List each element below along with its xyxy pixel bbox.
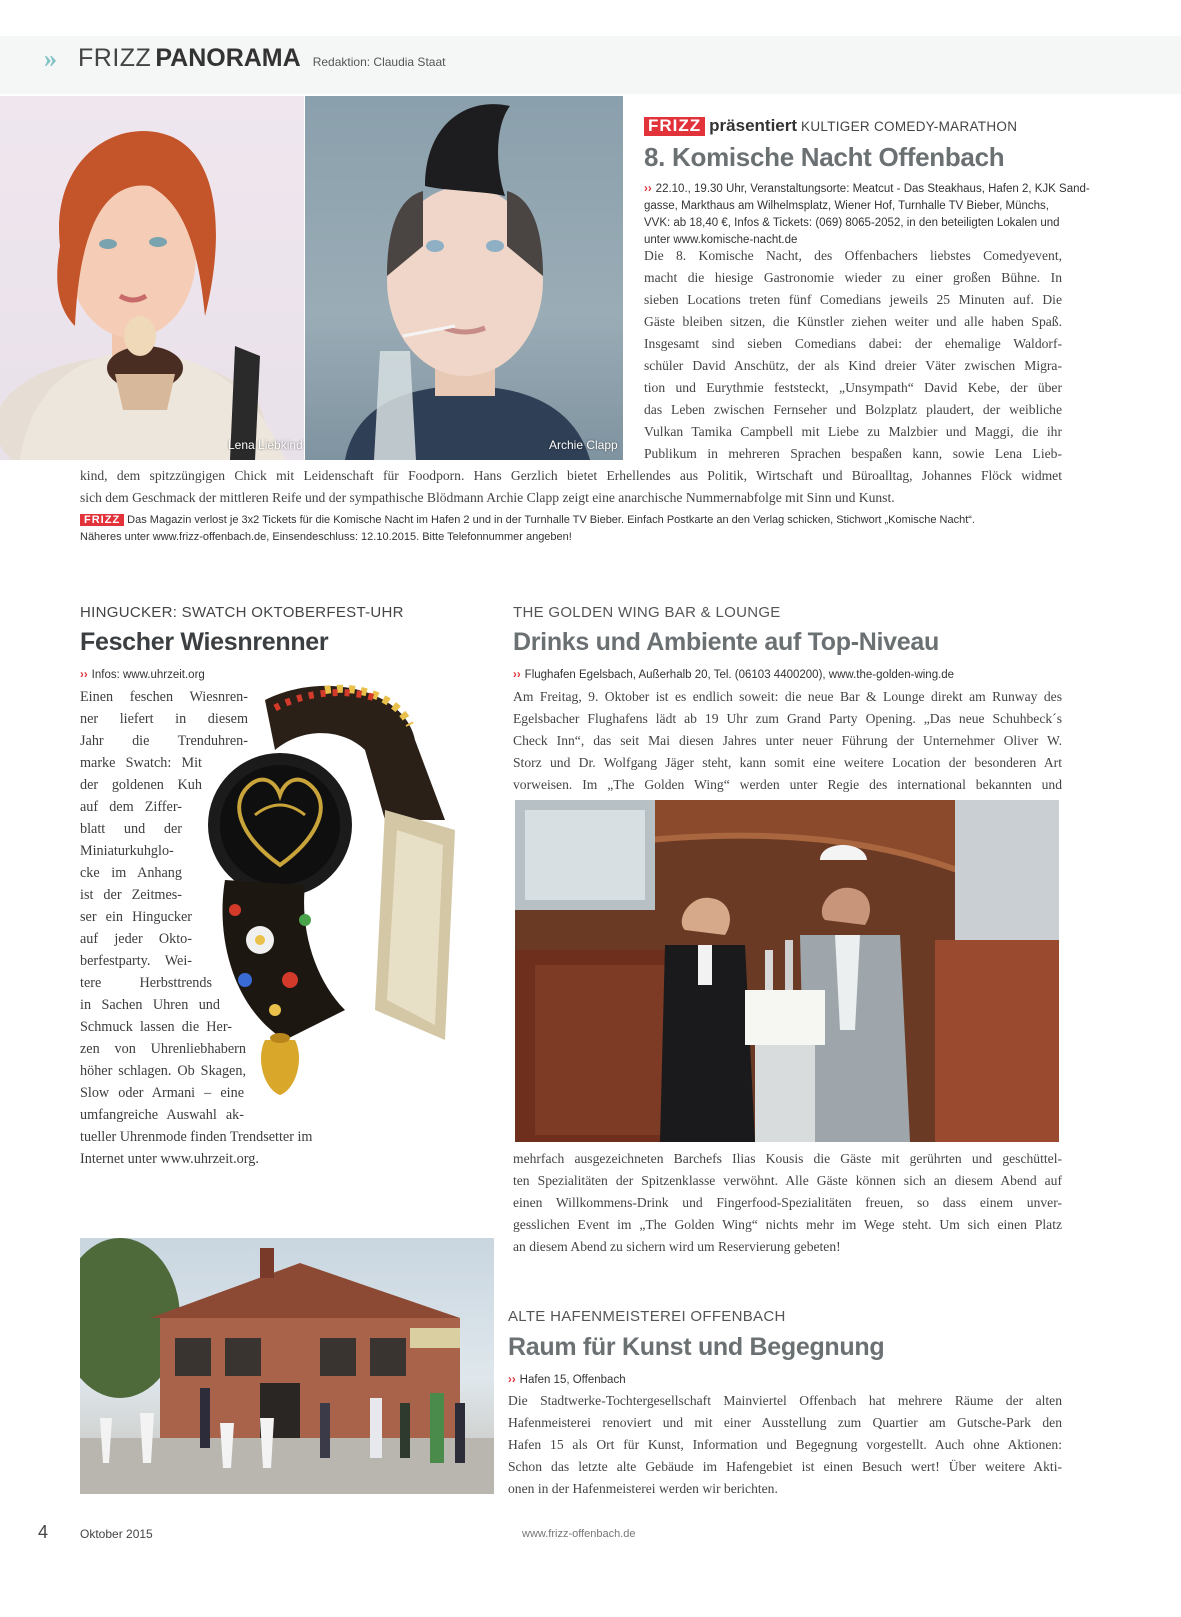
hafen-photo-illustration	[80, 1238, 494, 1494]
comedy-info-line: gasse, Markthaus am Wilhelmsplatz, Wiener Hof, Turnhalle TV Bieber, Münchs,	[644, 200, 1050, 212]
watch-body-line: blatt und der	[80, 821, 182, 837]
golden-body-top	[513, 686, 1062, 796]
hafen-body-line: Hafenmeisterei renoviert und mit einer Ausstellung zum Quartier am Gutsche-Park den	[508, 1415, 1062, 1430]
comedy-kicker-line	[644, 116, 1017, 136]
section-title	[78, 44, 445, 73]
watch-body-mid	[80, 906, 192, 972]
photo-archie-clapp	[305, 96, 623, 460]
watch-body-line: cke im Anhang	[80, 865, 182, 881]
comedy-notice-line: Näheres unter www.frizz-offenbach.de, Einsendeschluss: 12.10.2015. Bitte Telefonnummer angeben!	[80, 531, 572, 543]
comedy-body-line: Insgesamt sind sieben Comedians dabei: der ehemalige Waldorf-	[644, 336, 1062, 351]
watch-body-line: tueller Uhrenmode finden Trendsetter im	[80, 1129, 313, 1145]
info-arrow-icon: ››	[513, 669, 521, 681]
comedy-notice-line: Das Magazin verlost je 3x2 Tickets für die Komische Nacht im Hafen 2 und in der Turnhalle TV Bieber. Einfach Postkarte an den Verlag schicken, Stichwort „Komische Nacht“.	[127, 514, 975, 526]
watch-info-text: Infos: www.uhrzeit.org	[91, 669, 205, 681]
watch-body-line: auf jeder Okto-	[80, 931, 192, 947]
watch-body-wider4	[80, 1038, 246, 1082]
comedy-body-line: das Leben zwischen Fernseher und Bolzplatz plaudert, der weibliche	[644, 402, 1062, 417]
comedy-body-line: sieben Locations treten fünf Comedians jeweils 25 Minuten auf. Die	[644, 292, 1062, 307]
archie-photo-illustration	[305, 96, 623, 460]
watch-body-line: ner liefert in diesem	[80, 711, 248, 727]
watch-body-line: Slow oder Armani – eine	[80, 1085, 244, 1101]
comedy-body-line: kind, dem spitzzüngigen Chick mit Leidenschaft für Foodporn. Hans Gerzlich bietet Erhellendes aus Politik, Wirtschaft und Büroalltag, Johannes Flöck widmet	[80, 468, 1062, 483]
golden-body-line: an diesem Abend zu sichern wird um Reservierung gebeten!	[513, 1239, 841, 1254]
header-redaktion: Redaktion: Claudia Staat	[312, 55, 446, 69]
watch-body-wider5	[80, 1082, 244, 1126]
comedy-body-line: Gäste bleiben sitzen, die Künstler ziehen weiter und alle haben Spaß.	[644, 314, 1062, 329]
comedy-body	[644, 245, 1062, 465]
comedy-body-line: tion und Eurythmie feststeckt, „Unsympath“ David Kebe, der über	[644, 380, 1062, 395]
golden-body-line: gesslichen Event im „The Golden Wing“ nichts mehr im Wege steht. Um sich einen Platz	[513, 1217, 1062, 1232]
photo-hafenmeisterei	[80, 1238, 494, 1494]
watch-body-line: zen von Uhrenliebhabern	[80, 1041, 246, 1057]
hafen-body-line: onen in der Hafenmeisterei werden wir berichten.	[508, 1481, 778, 1496]
watch-title: Fescher Wiesnrenner	[80, 628, 329, 656]
golden-body-line: mehrfach ausgezeichneten Barchefs Ilias Kousis die Gäste mit gerührten und geschüttel-	[513, 1151, 1062, 1166]
watch-body-wider3	[80, 1016, 232, 1038]
watch-body-line: Internet unter www.uhrzeit.org.	[80, 1151, 259, 1167]
golden-body-line: ten Spezialitäten der Spitzenklasse verwöhnt. Alle Gäste können sich an diesem Abend auf	[513, 1173, 1062, 1188]
watch-body-line: Jahr die Trenduhren-	[80, 733, 248, 749]
caption-lena: Lena Liebkind	[228, 438, 303, 452]
watch-body-line: Schmuck lassen die Her-	[80, 1019, 232, 1035]
hafen-title: Raum für Kunst und Begegnung	[508, 1333, 885, 1361]
hafen-info	[508, 1372, 626, 1389]
comedy-body-line: schüler David Anschütz, der als Kind dreier Väter zwischen Migra-	[644, 358, 1062, 373]
comedy-body-line: Die 8. Komische Nacht, des Offenbachers liebstes Comedyevent,	[644, 248, 1062, 263]
watch-body-wider2	[80, 994, 220, 1016]
golden-body-bottom	[513, 1148, 1062, 1258]
hafen-body-line: Die Stadtwerke-Tochtergesellschaft Mainviertel Offenbach hat mehrere Räume der alten	[508, 1393, 1062, 1408]
golden-body-line: Storz und Dr. Wolfgang Jäger steht, kann somit eine weitere Location der besonderen Art	[513, 755, 1062, 770]
bar-photo-illustration	[515, 800, 1059, 1142]
watch-body-wider	[80, 972, 212, 994]
hafen-body-line: Hafen 15 als Ort für Kunst, Information und Begegnung vorgestellt. Auch ohne Aktionen:	[508, 1437, 1062, 1452]
comedy-info-line: unter www.komische-nacht.de	[644, 234, 798, 246]
frizz-badge-small: FRIZZ	[80, 514, 124, 526]
watch-body-narrowest	[80, 796, 182, 906]
info-arrow-icon: ››	[508, 1374, 516, 1386]
golden-body-line: Am Freitag, 9. Oktober ist es endlich soweit: die neue Bar & Lounge direkt am Runway des	[513, 689, 1062, 704]
frizz-badge: FRIZZ	[644, 117, 705, 136]
hafen-body	[508, 1390, 1062, 1500]
photo-lena-liebkind	[0, 96, 304, 460]
golden-body-line: einen Willkommens-Drink und Fingerfood-Spezialitäten freuen, so dass einem unver-	[513, 1195, 1062, 1210]
comedy-notice	[80, 512, 1070, 546]
golden-kicker: THE GOLDEN WING BAR & LOUNGE	[513, 604, 781, 621]
comedy-body-wide	[80, 465, 1062, 509]
comedy-kicker: KULTIGER COMEDY-MARATHON	[801, 119, 1018, 134]
comedy-info-line: VVK: ab 18,40 €, Infos & Tickets: (069) 8065-2052, in den beteiligten Lokalen und	[644, 217, 1060, 229]
golden-body-line: vorweisen. Im „The Golden Wing“ werden unter Regie des international bekannten und	[513, 777, 1062, 792]
watch-body-line: umfangreiche Auswahl ak-	[80, 1107, 244, 1123]
comedy-body-line: macht die hiesige Gastronomie wieder zu einer großen Bühne. In	[644, 270, 1062, 285]
watch-info	[80, 667, 205, 684]
comedy-info	[644, 181, 1090, 249]
golden-body-line: Egelsbacher Flughafens lädt ab 19 Uhr zum Grand Party Opening. „Das neue Schuhbeck´s	[513, 711, 1062, 726]
watch-body-narrow	[80, 686, 248, 752]
golden-title: Drinks und Ambiente auf Top-Niveau	[513, 628, 939, 656]
caption-archie: Archie Clapp	[549, 438, 618, 452]
comedy-body-line: Publikum in mehreren Sprachen bespaßen kann, sowie Lena Lieb-	[644, 446, 1062, 461]
photo-golden-wing-bar	[515, 800, 1059, 1142]
watch-body-line: in Sachen Uhren und	[80, 997, 220, 1013]
comedy-body-line: Vulkan Tamika Campbell mit Liebe zu Malzbier und Maggi, die ihr	[644, 424, 1062, 439]
watch-body-line: tere Herbsttrends	[80, 975, 212, 991]
comedy-title: 8. Komische Nacht Offenbach	[644, 142, 1005, 172]
watch-body-line: höher schlagen. Ob Skagen,	[80, 1063, 246, 1079]
info-arrow-icon: ››	[644, 183, 652, 195]
watch-body-line: Einen feschen Wiesnren-	[80, 689, 248, 705]
watch-body-line: ist der Zeitmes-	[80, 887, 182, 903]
info-arrow-icon: ››	[80, 669, 88, 681]
golden-info-text: Flughafen Egelsbach, Außerhalb 20, Tel. (06103 4400200), www.the-golden-wing.de	[524, 669, 955, 681]
watch-kicker: HINGUCKER: SWATCH OKTOBERFEST-UHR	[80, 604, 404, 621]
watch-body-line: ser ein Hingucker	[80, 909, 192, 925]
watch-body-line: berfestparty. Wei-	[80, 953, 192, 969]
page-number: 4	[38, 1522, 49, 1542]
watch-body-line: der goldenen Kuh	[80, 777, 202, 793]
watch-body-line: marke Swatch: Mit	[80, 755, 202, 771]
watch-body-line: Miniaturkuhglo-	[80, 843, 174, 859]
presents-label: präsentiert	[709, 116, 798, 135]
golden-info	[513, 667, 954, 684]
hafen-info-text: Hafen 15, Offenbach	[519, 1374, 626, 1386]
hafen-body-line: Schon das letzte alte Gebäude im Hafengebiet ist einen Besuch wert! Über weitere Akti-	[508, 1459, 1062, 1474]
hafen-kicker: ALTE HAFENMEISTEREI OFFENBACH	[508, 1308, 786, 1325]
watch-body-line: auf dem Ziffer-	[80, 799, 182, 815]
header-chevron-icon: »	[44, 44, 51, 73]
footer-date: Oktober 2015	[80, 1527, 153, 1541]
header-frizz: FRIZZ	[78, 44, 152, 72]
comedy-info-line: 22.10., 19.30 Uhr, Veranstaltungsorte: Meatcut - Das Steakhaus, Hafen 2, KJK Sand-	[655, 183, 1090, 195]
comedy-body-line: sich dem Geschmack der mittleren Reife und der sympathische Blödmann Archie Clapp zeigt eine anarchische Nummernabfolge mit Sinn und Kunst.	[80, 490, 895, 505]
golden-body-line: Check Inn“, das seit Mai diesen Jahres unter neuer Führung der Unternehmer Oliver W.	[513, 733, 1062, 748]
footer-url: www.frizz-offenbach.de	[522, 1528, 636, 1540]
lena-photo-illustration	[0, 96, 304, 460]
watch-body-full	[80, 1126, 350, 1170]
watch-body-narrower	[80, 752, 202, 796]
header-panorama: PANORAMA	[155, 44, 301, 72]
